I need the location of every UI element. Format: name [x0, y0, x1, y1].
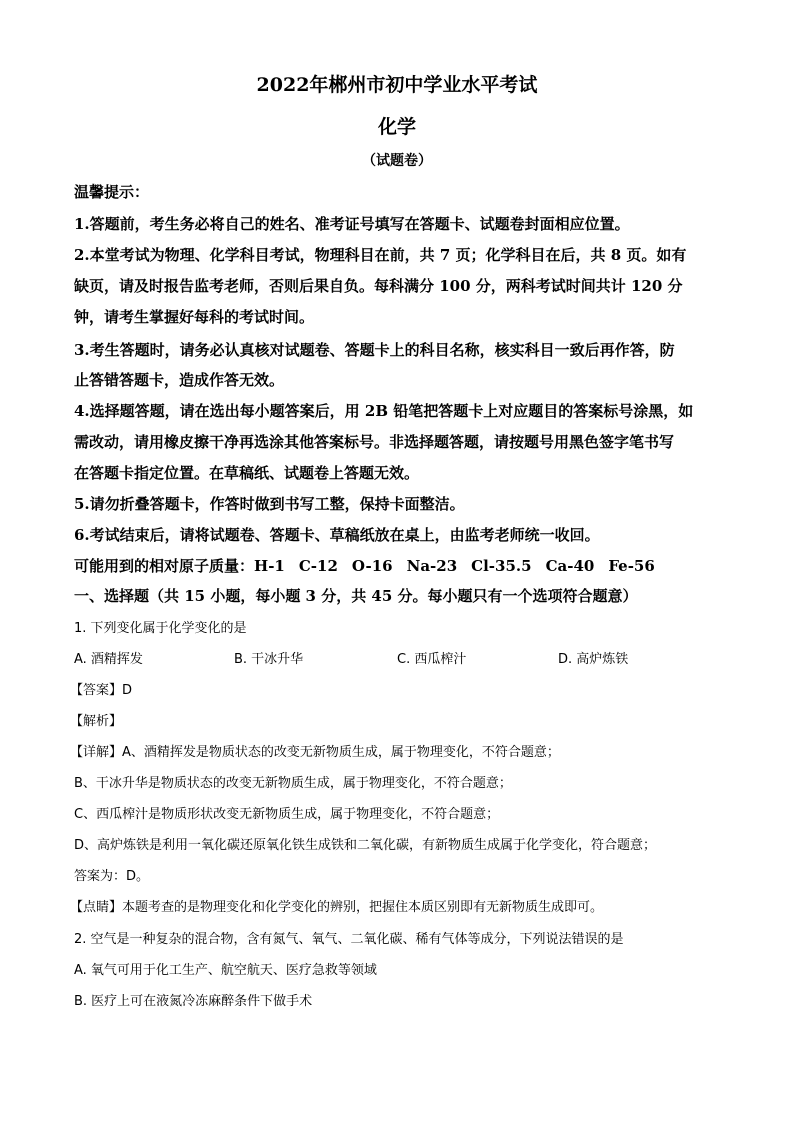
question-2-option-b: B. 医疗上可在液氮冷冻麻醉条件下做手术: [74, 994, 313, 1009]
tips-heading: 温馨提示：: [74, 183, 150, 201]
tip-2-line-1: 2.本堂考试为物理、化学科目考试，物理科目在前，共 7 页；化学科目在后，共 8 页。如有: [74, 246, 687, 264]
atomic-mass-item: Fe-56: [608, 557, 655, 575]
tip-1: 1.答题前，考生务必将自己的姓名、准考证号填写在答题卡、试题卷封面相应位置。: [74, 215, 630, 233]
question-1-detail-5: 答案为：D。: [74, 869, 150, 884]
exam-title: 2022年郴州市初中学业水平考试: [256, 74, 538, 96]
question-1-comment: 【点睛】本题考查的是物理变化和化学变化的辨别，把握住本质区别即有无新物质生成即可。: [70, 900, 604, 915]
atomic-mass-item: H-1: [254, 557, 285, 575]
atomic-mass-item: Na-23: [406, 557, 458, 575]
question-1-stem: 1. 下列变化属于化学变化的是: [74, 621, 247, 636]
paper-label: （试题卷）: [362, 153, 432, 169]
question-2-stem: 2. 空气是一种复杂的混合物，含有氮气、氧气、二氧化碳、稀有气体等成分，下列说法错误的是: [74, 932, 624, 947]
question-1-detail-1: 【详解】A、酒精挥发是物质状态的改变无新物质生成，属于物理变化，不符合题意；: [70, 745, 560, 760]
tip-3-line-1: 3.考生答题时，请务必认真核对试题卷、答题卡上的科目名称，核实科目一致后再作答，防: [74, 341, 675, 359]
question-1-detail-2: B、干冰升华是物质状态的改变无新物质生成，属于物理变化，不符合题意；: [74, 776, 512, 791]
question-1-analysis: 【解析】: [70, 714, 123, 729]
question-1-answer: 【答案】D: [70, 683, 133, 698]
atomic-mass-item: C-12: [298, 557, 338, 575]
atomic-mass-item: O-16: [351, 557, 393, 575]
tip-4-line-2: 需改动，请用橡皮擦干净再选涂其他答案标号。非选择题答题，请按题号用黑色签字笔书写: [74, 433, 675, 451]
section-heading: 一、选择题（共 15 小题，每小题 3 分，共 45 分。每小题只有一个选项符合题意）: [74, 587, 638, 605]
tip-2-line-3: 钟，请考生掌握好每科的考试时间。: [74, 308, 315, 326]
question-1-option-b: B. 干冰升华: [234, 652, 304, 667]
question-1-option-c: C. 西瓜榨汁: [397, 652, 467, 667]
atomic-mass-line: [74, 556, 669, 576]
atomic-mass-item: Ca-40: [545, 557, 595, 575]
tip-4-line-3: 在答题卡指定位置。在草稿纸、试题卷上答题无效。: [74, 464, 420, 482]
question-1-option-d: D. 高炉炼铁: [558, 652, 629, 667]
tip-3-line-2: 止答错答题卡，造成作答无效。: [74, 371, 285, 389]
atomic-mass-item: Cl-35.5: [471, 557, 532, 575]
question-1-detail-4: D、高炉炼铁是利用一氧化碳还原氧化铁生成铁和二氧化碳，有新物质生成属于化学变化，符合题意；: [74, 838, 657, 853]
question-1-detail-3: C、西瓜榨汁是物质形状改变无新物质生成，属于物理变化，不符合题意；: [74, 807, 500, 822]
tip-4-line-1: 4.选择题答题，请在选出每小题答案后，用 2B 铅笔把答题卡上对应题目的答案标号涂黑，如: [74, 402, 694, 420]
tip-6: 6.考试结束后，请将试题卷、答题卡、草稿纸放在桌上，由监考老师统一收回。: [74, 526, 600, 544]
atomic-mass-label: 可能用到的相对原子质量：: [74, 557, 255, 575]
subject-title: 化学: [377, 116, 416, 138]
tip-5: 5.请勿折叠答题卡，作答时做到书写工整，保持卡面整洁。: [74, 495, 465, 513]
question-1-option-a: A. 酒精挥发: [74, 652, 143, 667]
tip-2-line-2: 缺页，请及时报告监考老师，否则后果自负。每科满分 100 分，两科考试时间共计 120 分: [74, 277, 683, 295]
question-2-option-a: A. 氧气可用于化工生产、航空航天、医疗急救等领域: [74, 963, 377, 978]
